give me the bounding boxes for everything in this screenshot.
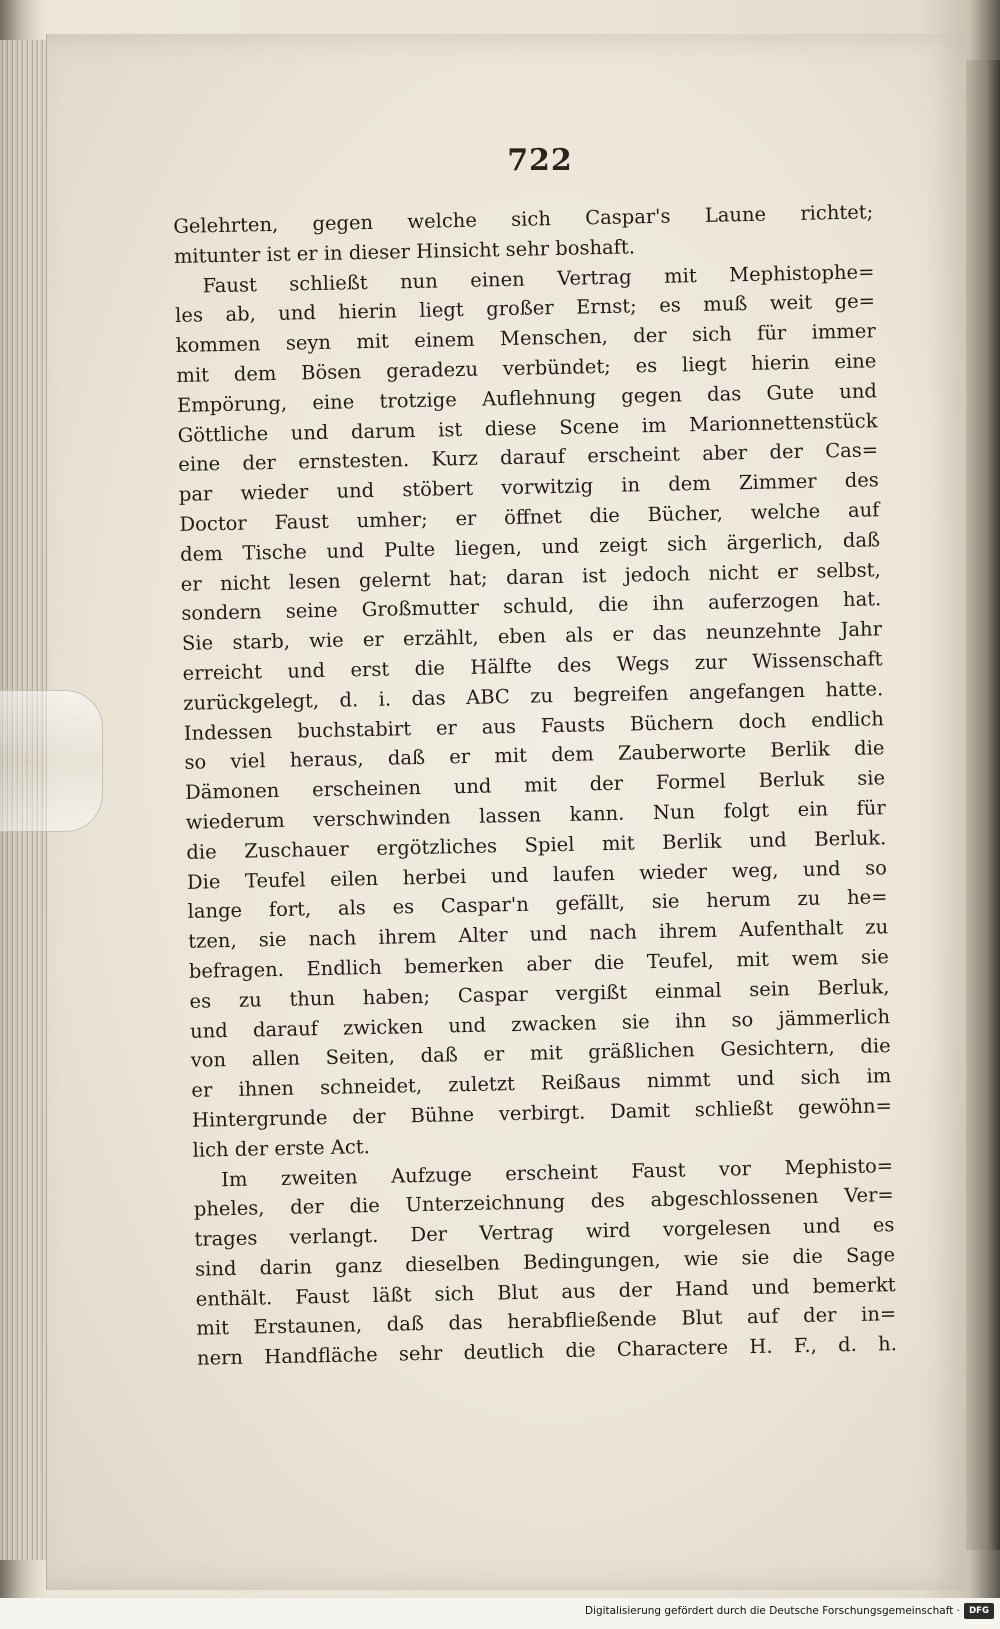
text-line: sind darin ganz dieselben Bedingungen, wie sie die Sage	[194, 1243, 896, 1281]
text-line: lange fort, als es Caspar'n gefällt, sie herum zu he=	[187, 885, 888, 924]
text-line: befragen. Endlich bemerken aber die Teufel, mit wem sie	[188, 945, 889, 983]
text-line: es zu thun haben; Caspar vergißt einmal sein Berluk,	[189, 974, 890, 1013]
text-line: Gelehrten, gegen welche sich Caspar's Laune richtet;	[173, 200, 874, 238]
text-line: Faust schließt nun einen Vertrag mit Mephistophe=	[202, 259, 875, 297]
text-line: enthält. Faust läßt sich Blut aus der Hand und bemerkt	[195, 1272, 896, 1311]
text-line: und darauf zwicken und zwacken sie ihn so jämmerlich	[189, 1004, 891, 1043]
text-line: so viel heraus, daß er mit dem Zauberworte Berlik die	[184, 736, 885, 775]
text-line: Die Teufel eilen herbei und laufen wieder weg, und so	[186, 855, 888, 894]
text-line: wiederum verschwinden lassen kann. Nun folgt ein für	[185, 796, 886, 834]
text-line: zurückgelegt, d. i. das ABC zu begreifen angefangen hatte.	[183, 676, 884, 715]
body-text	[173, 197, 897, 1373]
text-line: mit Erstaunen, daß das herabfließende Blut auf der in=	[196, 1302, 897, 1341]
text-line: Hintergrunde der Bühne verbirgt. Damit schließt gewöhn=	[191, 1094, 893, 1132]
text-line: Doctor Faust umher; er öffnet die Bücher, welche auf	[179, 498, 880, 536]
text-line: trages verlangt. Der Vertrag wird vorgelesen und es	[194, 1213, 895, 1251]
text-line: von allen Seiten, daß er mit gräßlichen Gesichtern, die	[190, 1034, 891, 1073]
digitization-footer	[0, 1598, 1000, 1629]
text-line: Im zweiten Aufzuge erscheint Faust vor Mephisto=	[221, 1153, 894, 1191]
text-line: lich der erste Act.	[192, 1134, 371, 1162]
text-line: sondern seine Großmutter schuld, die ihn auferzogen hat.	[181, 587, 882, 626]
page-clip	[0, 690, 103, 832]
text-line: par wieder und stöbert vorwitzig in dem Zimmer des	[178, 468, 880, 507]
text-line: Empörung, eine trotzige Auflehnung gegen das Gute und	[176, 379, 878, 417]
dfg-logo: DFG	[964, 1603, 994, 1619]
text-line: die Zuschauer ergötzliches Spiel mit Berlik und Berluk.	[186, 825, 887, 864]
text-line: nern Handfläche sehr deutlich die Charactere H. F., d. h.	[196, 1332, 898, 1371]
text-line: dem Tische und Pulte liegen, und zeigt sich ärgerlich, daß	[179, 528, 881, 566]
page-number: 722	[507, 143, 573, 178]
text-line: mitunter ist er in dieser Hinsicht sehr boshaft.	[173, 235, 636, 268]
text-line: er ihnen schneidet, zuletzt Reißaus nimmt und sich im	[191, 1064, 892, 1102]
text-line: pheles, der die Unterzeichnung des abgeschlossenen Ver=	[193, 1183, 894, 1222]
text-line: eine der ernstesten. Kurz darauf erscheint aber der Cas=	[178, 438, 879, 477]
text-line: tzen, sie nach ihrem Alter und nach ihrem Aufenthalt zu	[188, 915, 889, 953]
text-line: Sie starb, wie er erzählt, eben als er das neunzehnte Jahr	[181, 617, 883, 656]
right-page-edge	[966, 60, 1000, 1550]
text-line: kommen seyn mit einem Menschen, der sich für immer	[175, 319, 876, 358]
text-line: Indessen buchstabirt er aus Fausts Büchern doch endlich	[183, 706, 884, 745]
text-line: Dämonen erscheinen und mit der Formel Berluk sie	[184, 766, 886, 805]
funding-credit: Digitalisierung gefördert durch die Deutsche Forschungsgemeinschaft ·	[584, 1605, 960, 1617]
text-line: les ab, und hierin liegt großer Ernst; es muß weit ge=	[174, 289, 876, 328]
text-line: erreicht und erst die Hälfte des Wegs zur Wissenschaft	[182, 647, 883, 685]
text-line: er nicht lesen gelernt hat; daran ist jedoch nicht er selbst,	[180, 557, 881, 596]
text-line: mit dem Bösen geradezu verbündet; es liegt hierin eine	[176, 349, 877, 387]
text-line: Göttliche und darum ist diese Scene im Marionnettenstück	[177, 408, 878, 447]
